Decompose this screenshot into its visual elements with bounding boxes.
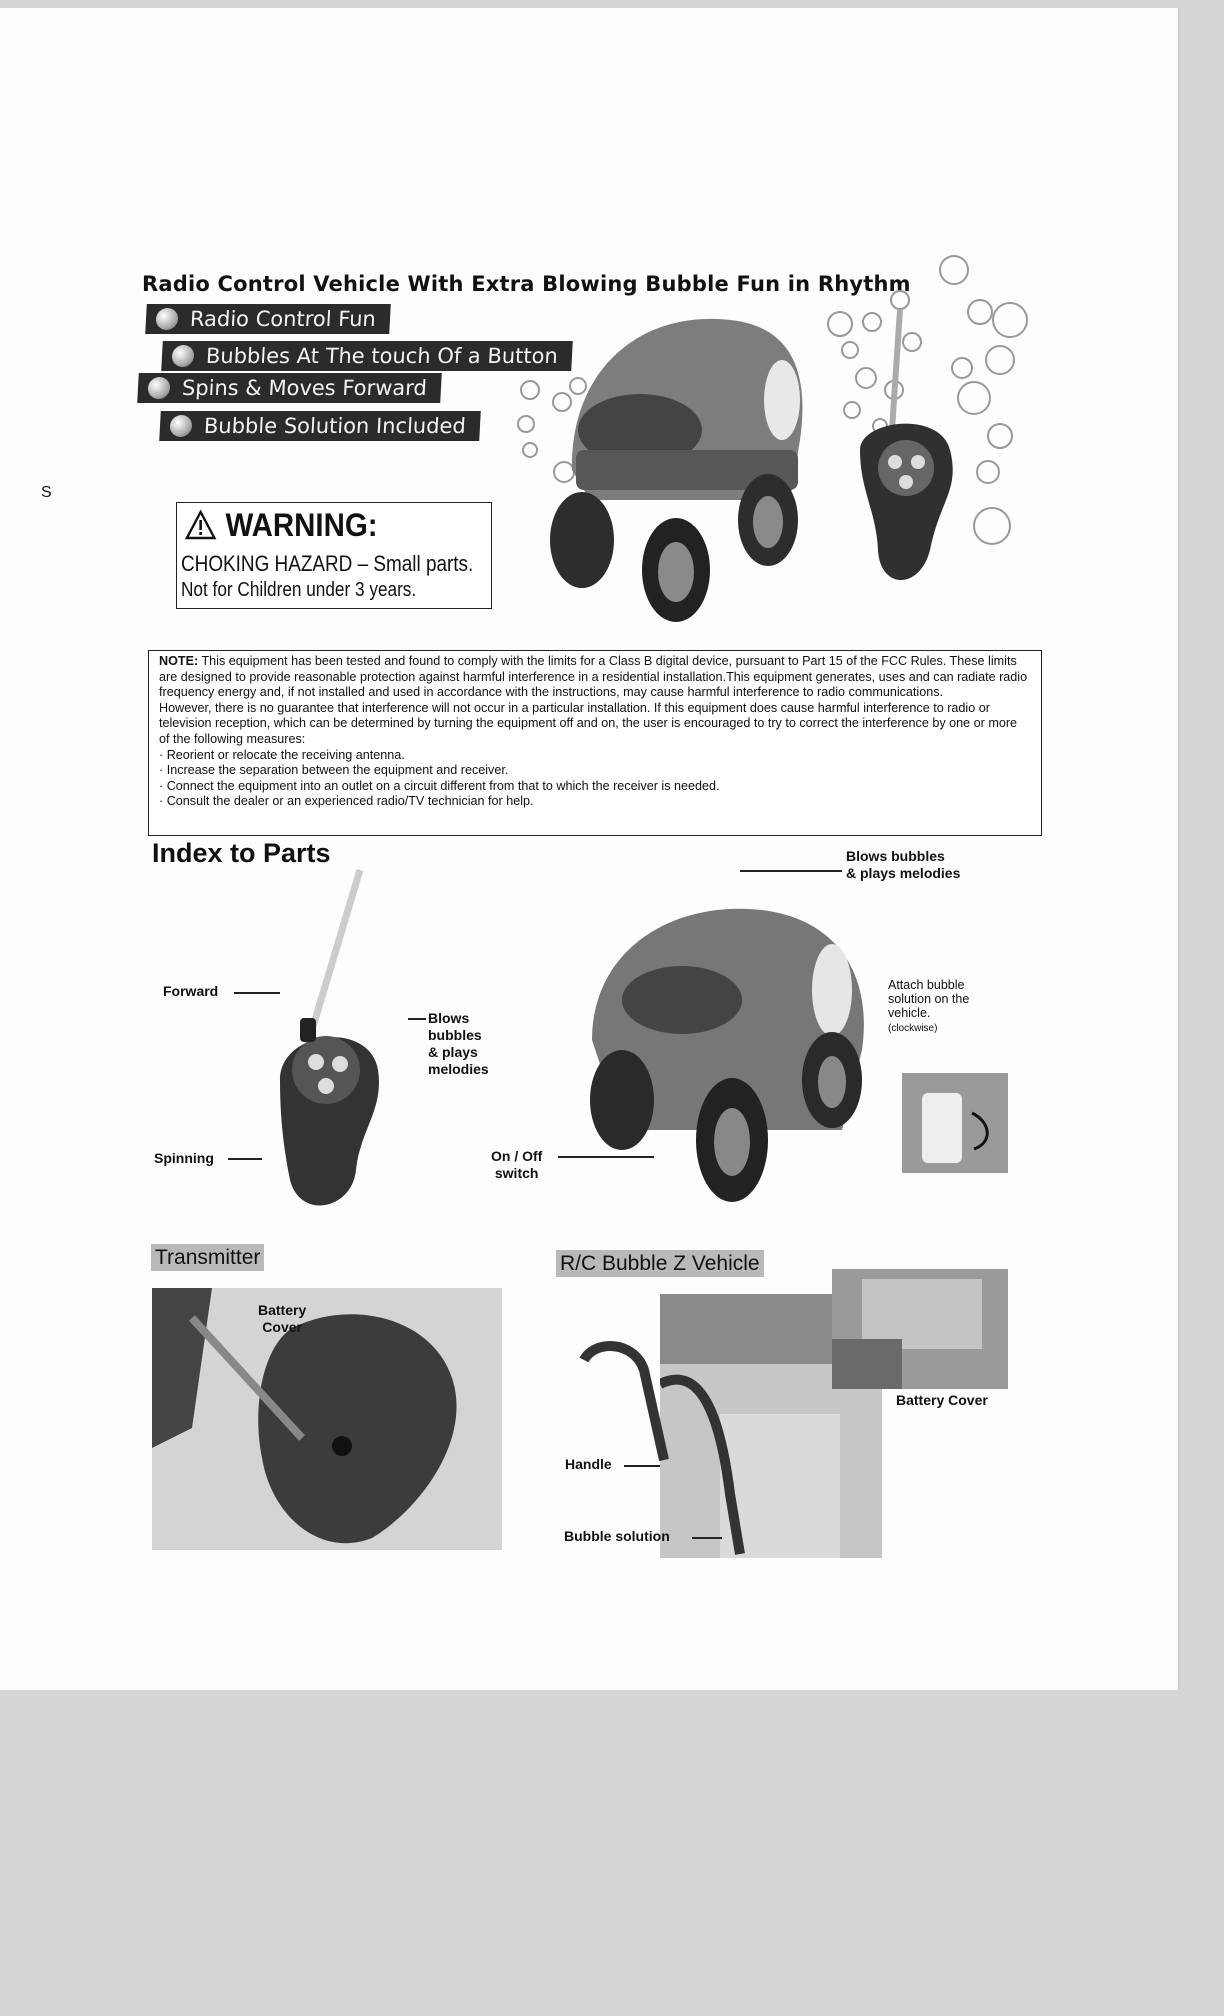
vehicle-illustration [582, 880, 882, 1220]
feature-banner-4 [159, 411, 480, 441]
label-forward: Forward [163, 983, 219, 999]
label-spinning: Spinning [154, 1150, 214, 1166]
section-vehicle: R/C Bubble Z Vehicle [556, 1250, 764, 1277]
label-handle: Handle [565, 1456, 612, 1472]
transmitter-battery-photo [152, 1288, 502, 1550]
warning-triangle-icon [185, 510, 216, 540]
transmitter-illustration [260, 870, 410, 1230]
vehicle-battery-cover-photo [832, 1269, 1008, 1389]
transmitter-back-image [152, 1288, 502, 1550]
label-battery-cover-vehicle: Battery Cover [896, 1392, 988, 1408]
leader-line [234, 992, 280, 994]
fcc-note [148, 650, 1042, 836]
bubble-bullet-icon [147, 377, 170, 399]
leader-line [558, 1156, 654, 1158]
leader-line [740, 870, 842, 872]
note-paragraph-1: This equipment has been tested and found to comply with the limits for a Class B digital device, pursuant to Part 15 of the FCC Rules. These limits are designed to provide reasonable protection against harmful interference in a residential installation.This equipment generates, uses and can radiate radio frequency energy and, if not installed and used in accordance with the instructions, may cause harmful interference to radio communications. [159, 654, 1028, 700]
leader-line [624, 1465, 660, 1467]
bubble-solution-attach-photo [902, 1073, 1008, 1173]
feature-label: Spins & Moves Forward [181, 376, 428, 400]
label-battery-cover-transmitter: Battery Cover [258, 1302, 307, 1335]
choking-hazard-warning [176, 502, 492, 609]
note-measure: · Connect the equipment into an outlet on a circuit different from that to which the receiver is needed. [159, 778, 720, 793]
leader-line [692, 1537, 722, 1539]
note-measure: · Consult the dealer or an experienced radio/TV technician for help. [159, 794, 534, 809]
label-blows-bubbles-transmitter: Blows bubbles & plays melodies [428, 1010, 489, 1077]
stray-letter: S [41, 484, 52, 501]
label-attach-bubble-solution: Attach bubble solution on the vehicle. [888, 978, 970, 1020]
leader-line [408, 1018, 426, 1020]
bubble-bullet-icon [171, 345, 194, 367]
feature-banner-3 [137, 373, 441, 403]
note-paragraph-2: However, there is no guarantee that interference will not occur in a particular installation. If this equipment does cause harmful interference to radio or television reception, which can be determined by turning the equipment off and on, the user is encouraged to try to correct the interference by one or more of the following measures: [159, 700, 1018, 746]
label-blows-bubbles-vehicle: Blows bubbles & plays melodies [846, 848, 961, 881]
note-measure: · Increase the separation between the equipment and receiver. [159, 763, 509, 778]
battery-cover-image [832, 1269, 1008, 1389]
label-clockwise: (clockwise) [888, 1023, 938, 1034]
feature-label: Bubble Solution Included [203, 414, 467, 438]
bottle-attach-image [902, 1073, 1008, 1173]
index-to-parts-title: Index to Parts [152, 838, 331, 868]
label-bubble-solution: Bubble solution [564, 1528, 670, 1544]
feature-label: Bubbles At The touch Of a Button [205, 344, 559, 368]
warning-title [185, 507, 378, 544]
note-label: NOTE: [159, 654, 199, 668]
warning-title-text: WARNING: [225, 507, 378, 543]
feature-label: Radio Control Fun [189, 307, 377, 331]
product-headline: Radio Control Vehicle With Extra Blowing Bubble Fun in Rhythm [142, 272, 911, 296]
warning-choking-hazard: CHOKING HAZARD – Small parts. [181, 551, 474, 576]
hero-product-illustration [500, 250, 1060, 650]
bubble-bullet-icon [155, 308, 178, 330]
note-measure: · Reorient or relocate the receiving antenna. [159, 747, 405, 762]
leader-line [228, 1158, 262, 1160]
label-on-off-switch: On / Off switch [491, 1148, 543, 1181]
section-transmitter: Transmitter [151, 1244, 264, 1271]
warning-age: Not for Children under 3 years. [181, 579, 417, 601]
feature-banner-1 [145, 304, 390, 334]
bubble-bullet-icon [169, 415, 192, 437]
